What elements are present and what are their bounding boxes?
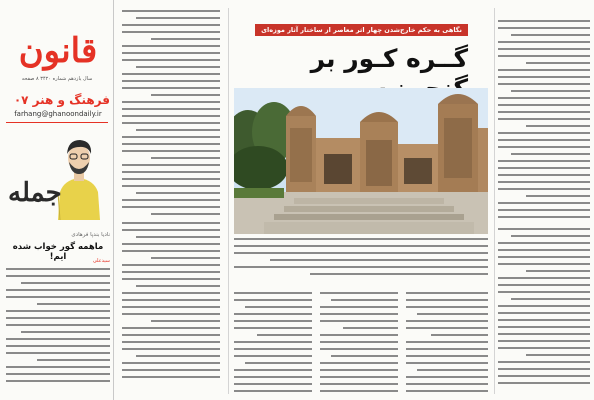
column-author: نادیا بندپا فرهادی xyxy=(71,232,110,238)
column-body-text xyxy=(6,268,110,387)
columnist-portrait xyxy=(54,132,104,222)
article-headline: گــره کـور بر xyxy=(310,44,468,73)
article-kicker: نگاهی به حکم خارج‌شدن چهار اثر معاصر از ساختار آثار موزه‌ای xyxy=(255,24,468,36)
issue-info: سال یازدهم شماره ۳۴۲۰ ۸ صفحه xyxy=(21,76,93,82)
column-headline: ماهمه گور خواب شده ایم! xyxy=(12,242,104,262)
masthead xyxy=(0,0,114,400)
article-body-column xyxy=(406,292,488,397)
section-title: فرهنگ و هنر ۰۷ xyxy=(13,93,110,107)
article-kicker-bar xyxy=(236,24,468,36)
body-text-column xyxy=(122,10,220,220)
article-body-column xyxy=(320,292,398,397)
body-text-column xyxy=(122,222,220,383)
newspaper-logo: قانون xyxy=(18,31,98,71)
article-lead-text xyxy=(234,238,488,282)
column-logo xyxy=(6,128,110,228)
column-logo-text: جمله xyxy=(8,178,62,208)
side-text-column xyxy=(498,228,590,389)
column-divider xyxy=(494,8,495,394)
masthead-divider xyxy=(6,122,108,123)
side-text-column xyxy=(498,20,590,223)
column-byline: سیدعلی xyxy=(92,258,110,264)
article-photo-museum xyxy=(234,88,488,234)
column-divider xyxy=(228,8,229,394)
section-email: farhang@ghanoondaily.ir xyxy=(14,110,102,118)
article-body-column xyxy=(234,292,312,397)
